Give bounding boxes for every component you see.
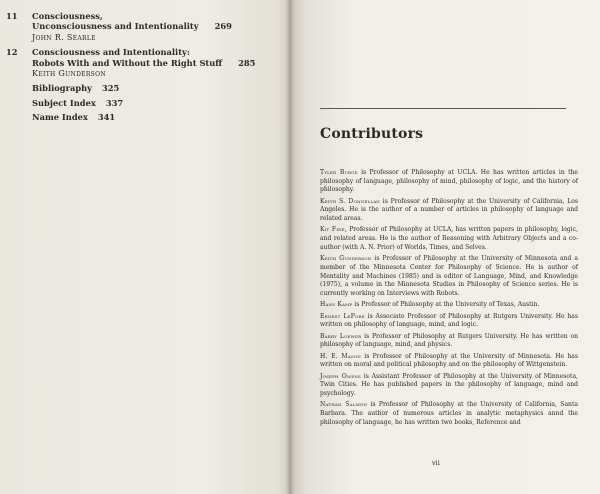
toc-entry-subject-index	[32, 98, 281, 108]
chapter-page-number: 285	[238, 57, 256, 68]
contributor-name: Joseph Owens	[320, 372, 361, 380]
contributor-name: H. E. Mason	[320, 352, 361, 360]
contributor-bio: is Professor of Philosophy at the University of California, Santa Barbara. The author of numerous articles in analytic metaphysics annd the philosophy of language, he has written two books, Reference and	[320, 401, 578, 426]
chapter-number: 12	[6, 47, 18, 58]
toc-label: Subject Index	[32, 97, 96, 108]
contributor-entry	[320, 373, 578, 399]
contributor-entry	[320, 226, 578, 252]
contributor-bio: , Professor of Philosophy at UCLA, has written papers in philosophy, logic, and related areas. He is the author of Reasoning with Arbitrary Objects and a co-author (with A. N. Prior) of Worlds, Times, and Selves.	[320, 226, 579, 251]
toc-label: Name Index	[32, 112, 88, 123]
toc-entry-12	[6, 47, 281, 78]
toc-entry-11	[6, 11, 281, 42]
toc-label: Bibliography	[32, 83, 93, 94]
contributor-entry	[320, 169, 578, 195]
page-number: vii	[432, 459, 440, 467]
table-of-contents	[6, 11, 281, 127]
section-rule	[320, 108, 566, 109]
contributor-bio: is Professor of Philosophy at the University of Minnesota. He has written on moral and political philosophy and on the philosophy of Wittgenstein.	[320, 352, 578, 369]
contributor-name: Nathan Salmon	[320, 401, 368, 409]
contributor-name: Hans Kamp	[320, 301, 353, 309]
chapter-author: John R. Searle	[32, 31, 96, 42]
contributor-name: Keith S. Donnellan	[320, 197, 380, 205]
contributor-name: Tyler Burge	[320, 169, 358, 176]
chapter-page-number: 269	[214, 21, 232, 32]
chapter-number: 11	[6, 11, 18, 21]
contributors-heading: Contributors	[320, 126, 424, 142]
contributor-bio: is Professor of Philosophy at the University of Minnesota and a member of the Minnesota Center for Philosophy of Science. He is author of Mentality and Machines (1985) and is editor of Language, Mind, and Knowledge (1975), a volume in the Minnesota Studies in Philosophy of Science series. He is currently working on Interviews with Robots.	[320, 255, 578, 297]
contributor-name: Keith Gunderson	[320, 255, 372, 263]
contributor-bio: is Associate Professor of Philosophy at Rutgers University. He has written on philosophy of language, mind, and logic.	[320, 312, 578, 329]
toc-entry-bibliography	[32, 83, 281, 93]
contributor-bio: is Professor of Philosophy at Rutgers University. He has written on philosophy of language, mind, and physics.	[320, 332, 578, 349]
chapter-title-line: Unconsciousness and Intentionality	[32, 21, 199, 32]
toc-page-number: 337	[105, 97, 124, 108]
toc-entry-name-index	[32, 112, 281, 122]
contributor-entry	[320, 313, 578, 330]
contributor-name: Kit Fine	[320, 226, 345, 234]
contributor-bio: is Professor of Philosophy at the University of Texas, Austin.	[354, 301, 540, 309]
chapter-title-line: Robots With and Without the Right Stuff	[32, 57, 223, 68]
contributor-entry	[320, 353, 578, 370]
chapter-author: Keith Gunderson	[32, 68, 106, 79]
contributor-name: Ernest LePore	[320, 312, 365, 320]
contributors-list	[320, 169, 578, 430]
book-gutter	[286, 0, 294, 494]
contributor-name: Barry Loewer	[320, 332, 362, 340]
chapter-title-line: Consciousness and Intentionality:	[32, 47, 190, 58]
contributor-bio: is Assistant Professor of Philosophy at the University of Minnesota, Twin Cities. He has published papers in the philosophy of language, mind and psychology.	[320, 372, 578, 397]
chapter-title-line: Consciousness,	[32, 11, 103, 21]
contributor-entry	[320, 401, 578, 427]
contributor-entry	[320, 301, 578, 310]
contributor-bio: is Professor of Philosophy at the University of California, Los Angeles. He is the author of a number of articles in philosophy of language and related areas.	[320, 197, 578, 223]
contributor-entry	[320, 333, 578, 350]
contributor-entry	[320, 255, 578, 299]
contributor-entry	[320, 198, 578, 224]
toc-page-number: 341	[97, 112, 116, 123]
left-page	[0, 0, 290, 494]
contributor-bio: is Professor of Philosophy at UCLA. He has written articles in the philosophy of language, philosophy of mind, philosophy of logic, and the history of philosophy.	[320, 169, 578, 194]
toc-page-number: 325	[102, 83, 120, 94]
